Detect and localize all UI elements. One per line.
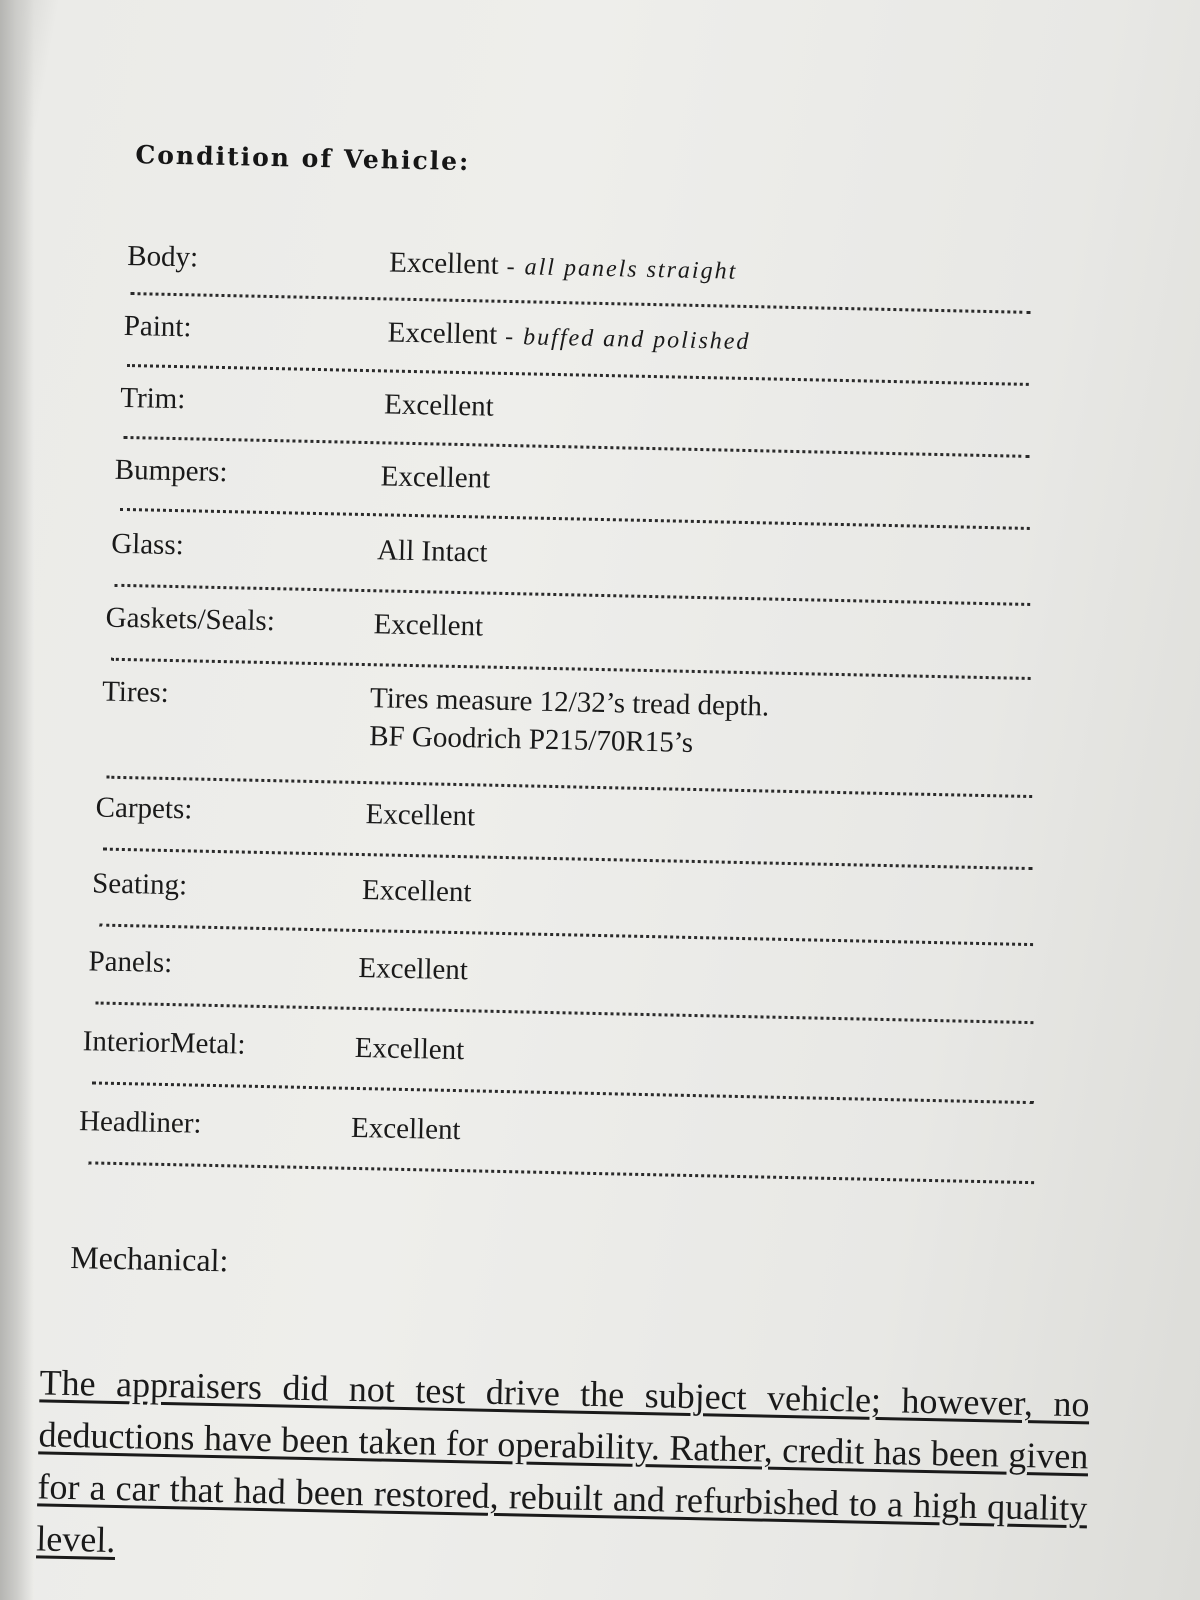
bumpers-rating: Excellent (380, 460, 491, 495)
gaskets-seals-label: Gaskets/Seals: (105, 601, 276, 638)
seating-rating: Excellent (361, 874, 472, 909)
gaskets-seals-rating: Excellent (373, 608, 484, 643)
paint-rating: Excellent (387, 316, 498, 351)
trim-value (384, 385, 494, 425)
dotted-separator (92, 1081, 1034, 1104)
gaskets-seals-value (373, 605, 483, 645)
tires-tread-depth: Tires measure 12/32’s tread depth. (369, 682, 770, 723)
trim-rating: Excellent (383, 388, 495, 423)
dotted-separator (123, 436, 1029, 458)
seating-value (362, 871, 472, 911)
mechanical-label: Mechanical: (69, 1239, 229, 1279)
body-rating: Excellent (388, 246, 500, 281)
body-label: Body: (126, 239, 199, 274)
dotted-separator (103, 848, 1033, 870)
glass-label: Glass: (110, 527, 185, 562)
dotted-separator (114, 584, 1030, 606)
interior-metal-rating: Excellent (354, 1031, 465, 1067)
dotted-separator (88, 1161, 1034, 1184)
interior-metal-value (354, 1029, 464, 1069)
trim-label: Trim: (119, 381, 186, 416)
body-note: - all panels straight (498, 253, 738, 285)
dotted-separator (130, 292, 1030, 314)
headliner-rating: Excellent (350, 1111, 461, 1147)
paint-note: - buffed and polished (496, 323, 751, 356)
bumpers-label: Bumpers: (114, 453, 228, 489)
carpets-label: Carpets: (95, 791, 193, 826)
body-value (389, 243, 738, 290)
panels-value (358, 949, 468, 989)
conclusion-paragraph: The appraisers did not test drive the subject vehicle; however, no deductions have been taken for operability. Rather, credit has been given for a car that had been restored, rebuilt and refurbished to a high quality level. (35, 1362, 1090, 1561)
panels-rating: Excellent (358, 951, 469, 987)
bumpers-value (380, 457, 490, 497)
glass-value (377, 531, 488, 571)
dotted-separator (96, 1001, 1034, 1024)
dotted-separator (120, 508, 1030, 530)
panels-label: Panels: (88, 945, 173, 980)
dotted-separator (111, 658, 1031, 680)
paint-value (387, 313, 751, 361)
headliner-label: Headliner: (78, 1105, 202, 1140)
paint-label: Paint: (123, 309, 192, 344)
glass-rating: All Intact (376, 534, 488, 569)
tires-brand-size: BF Goodrich P215/70R15’s (368, 720, 694, 759)
tires-label: Tires: (101, 675, 170, 709)
dotted-separator (127, 364, 1029, 386)
dotted-separator (106, 776, 1032, 798)
carpets-rating: Excellent (365, 798, 476, 833)
carpets-value (365, 795, 475, 835)
interior-metal-label: InteriorMetal: (82, 1025, 246, 1061)
tires-value (369, 679, 770, 763)
section-heading: Condition of Vehicle: (135, 140, 471, 177)
dotted-separator (99, 924, 1033, 947)
seating-label: Seating: (91, 867, 188, 902)
headliner-value (351, 1109, 461, 1149)
